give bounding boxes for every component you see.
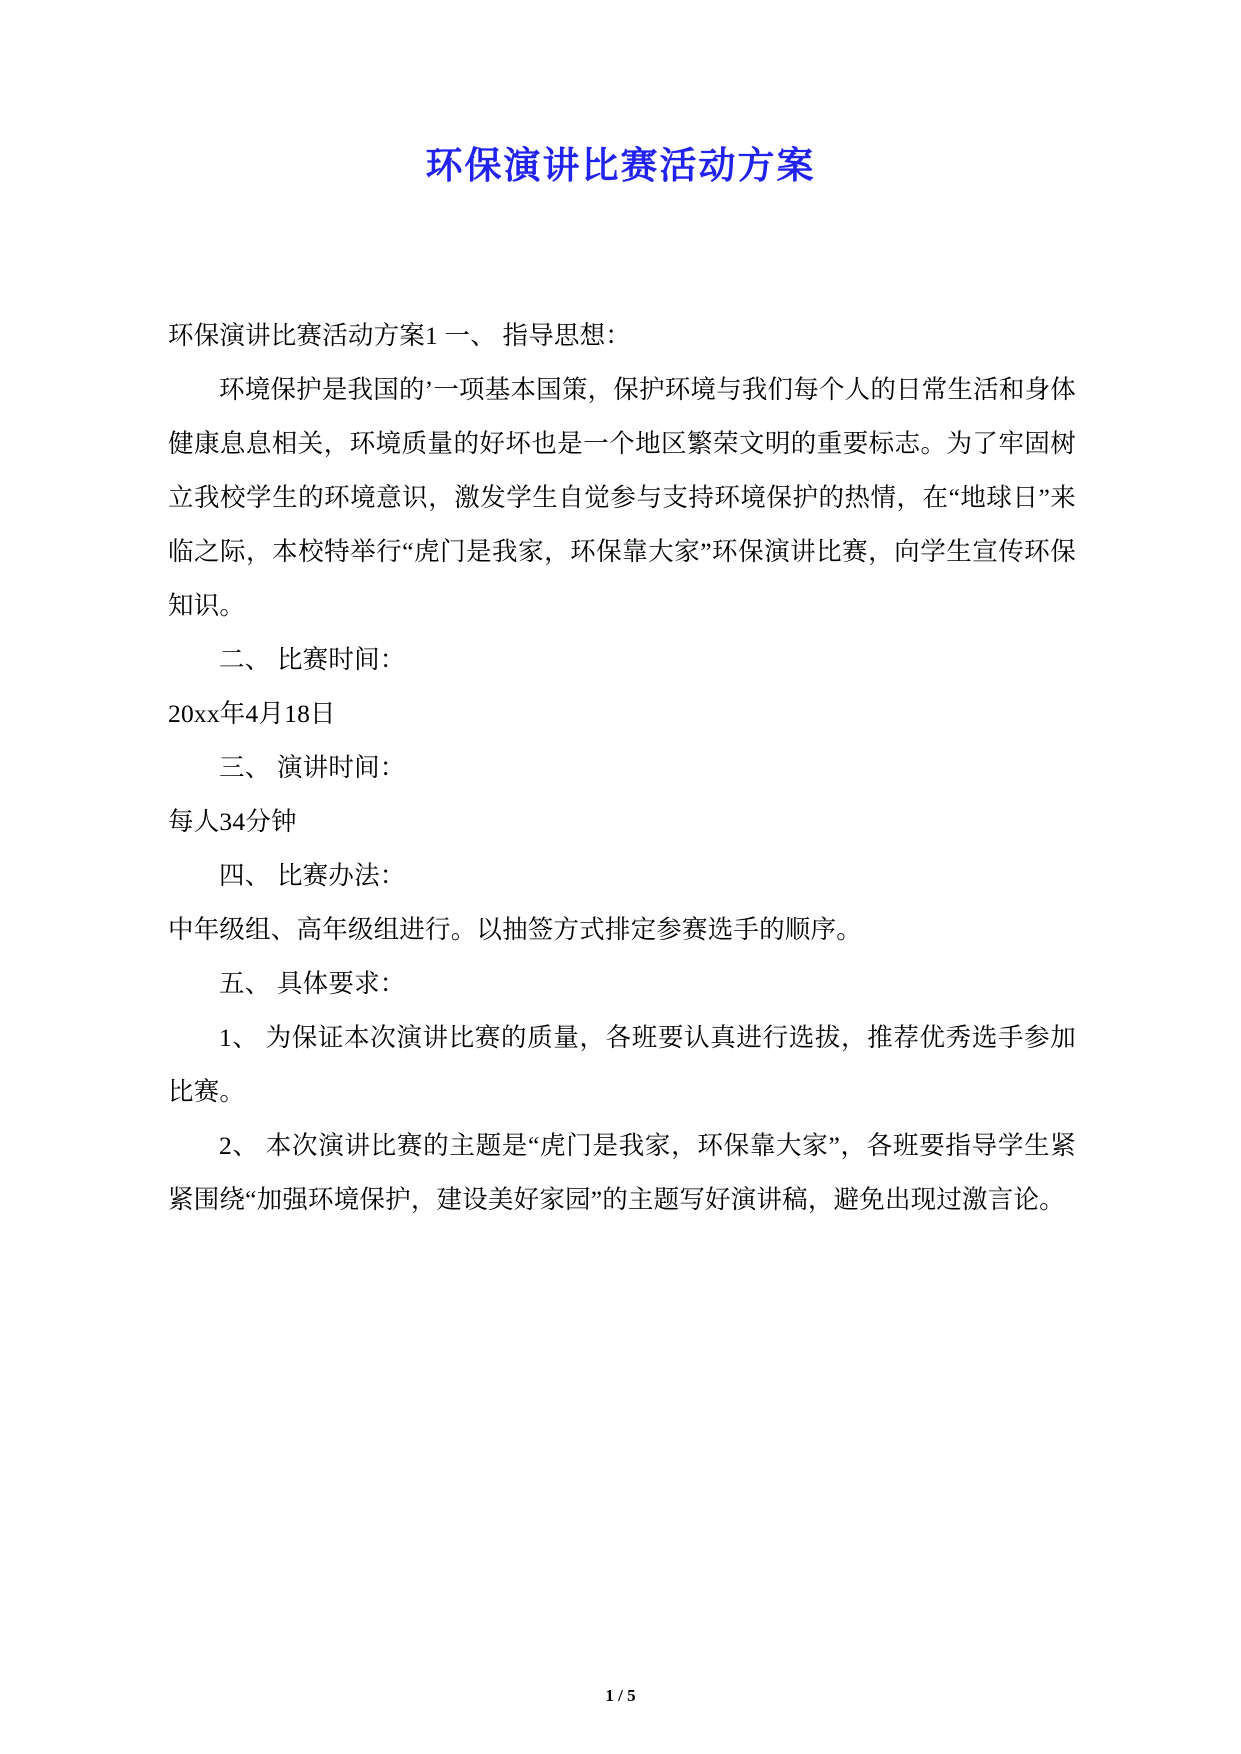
paragraph: 五、 具体要求：	[219, 969, 406, 998]
paragraph: 每人34分钟	[168, 807, 297, 836]
paragraph: 四、 比赛办法：	[219, 861, 406, 890]
paragraph: 中年级组、高年级组进行。以抽签方式排定参赛选手的顺序。	[168, 915, 862, 944]
paragraph: 环境保护是我国的’一项基本国策，保护环境与我们每个人的日常生活和身体健康息息相关，环境质量的好坏也是一个地区繁荣文明的重要标志。为了牢固树立我校学生的环境意识，激发学生自觉参与支持环境保护的热情，在“地球日”来临之际，本校特举行“虎门是我家，环保靠大家”环保演讲比赛，向学生宣传环保知识。	[168, 375, 1076, 620]
page-title: 环保演讲比赛活动方案	[425, 144, 816, 187]
page-number: 1 / 5	[605, 1686, 636, 1705]
paragraph: 1、 为保证本次演讲比赛的质量，各班要认真进行选拔，推荐优秀选手参加比赛。	[168, 1023, 1076, 1106]
paragraph: 三、 演讲时间：	[219, 753, 406, 782]
paragraph: 20xx年4月18日	[168, 699, 336, 728]
paragraph: 环保演讲比赛活动方案1 一、 指导思想：	[168, 321, 632, 350]
paragraph: 2、 本次演讲比赛的主题是“虎门是我家，环保靠大家”，各班要指导学生紧紧围绕“加强环境保护，建设美好家园”的主题写好演讲稿，避免出现过激言论。	[168, 1131, 1076, 1214]
paragraph: 二、 比赛时间：	[219, 645, 406, 674]
document-body	[0, 309, 1241, 1227]
